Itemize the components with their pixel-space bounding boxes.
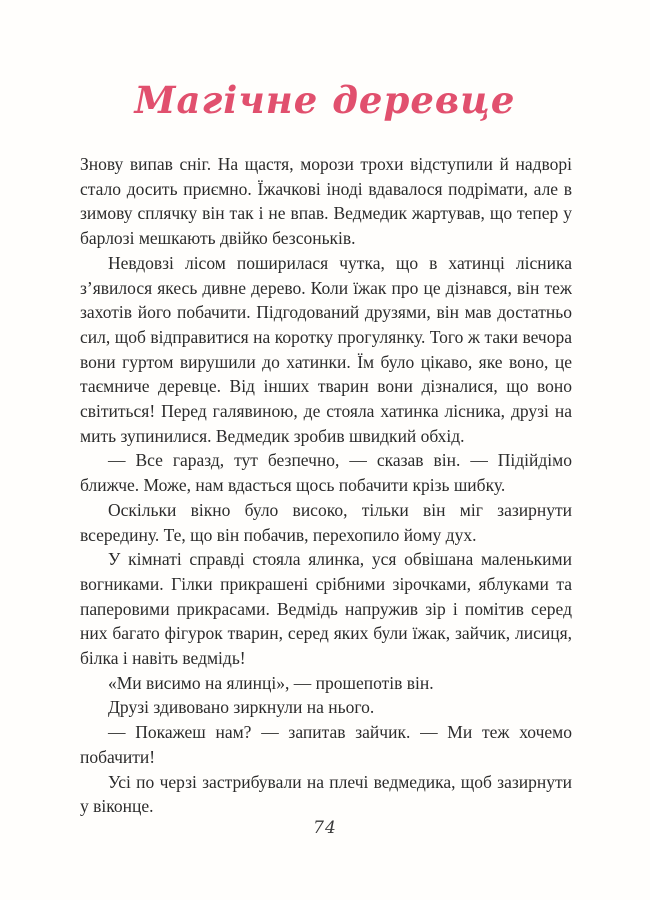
paragraph: Усі по черзі застрибували на плечі ведмедика, щоб зазирнути у віконце. xyxy=(80,771,572,817)
page-number: 74 xyxy=(313,818,337,838)
paragraph: — Покажеш нам? — запитав зайчик. — Ми теж хочемо побачити! xyxy=(80,722,572,767)
paragraph: У кімнаті справді стояла ялинка, уся обвішана маленькими вогниками. Гілки прикрашені срібними зірочками, яблуками та паперовими прикрасами. Ведмідь напружив зір і помітив серед них багато фігурок тварин, серед яких були їжак, зайчик, лисиця, білка і навіть ведмідь! xyxy=(80,549,572,669)
paragraph: Оскільки вікно було високо, тільки він міг зазирнути всередину. Те, що він побачив, перехопило йому дух. xyxy=(80,499,572,545)
paragraph: «Ми висимо на ялинці», — прошепотів він. xyxy=(108,672,434,693)
paragraph: Друзі здивовано зиркнули на нього. xyxy=(108,697,375,718)
chapter-title: Магічне деревце xyxy=(134,78,516,122)
story-text xyxy=(80,152,572,819)
paragraph: Знову випав сніг. На щастя, морози трохи відступили й надворі стало досить приємно. Їжачкові іноді вдавалося подрімати, але в зимову сплячку він так і не впав. Ведмедик жартував, що тепер у барлозі мешкають двійко безсоньків. xyxy=(80,154,572,249)
paragraph: — Все гаразд, тут безпечно, — сказав він. — Підійдімо ближче. Може, нам вдасться щось побачити крізь шибку. xyxy=(80,450,572,496)
paragraph: Невдовзі лісом поширилася чутка, що в хатинці лісника з’явилося якесь дивне дерево. Коли їжак про це дізнався, він теж захотів його побачити. Підгодований друзями, він мав достатньо сил, щоб відправитися на коротку прогулянку. Того ж таки вечора вони гуртом вирушили до хатинки. Їм було цікаво, яке воно, це таємниче деревце. Від інших тварин вони дізналися, що воно світиться! Перед галявиною, де стояла хатинка лісника, друзі на мить зупинилися. Ведмедик зробив швидкий обхід. xyxy=(80,252,572,446)
